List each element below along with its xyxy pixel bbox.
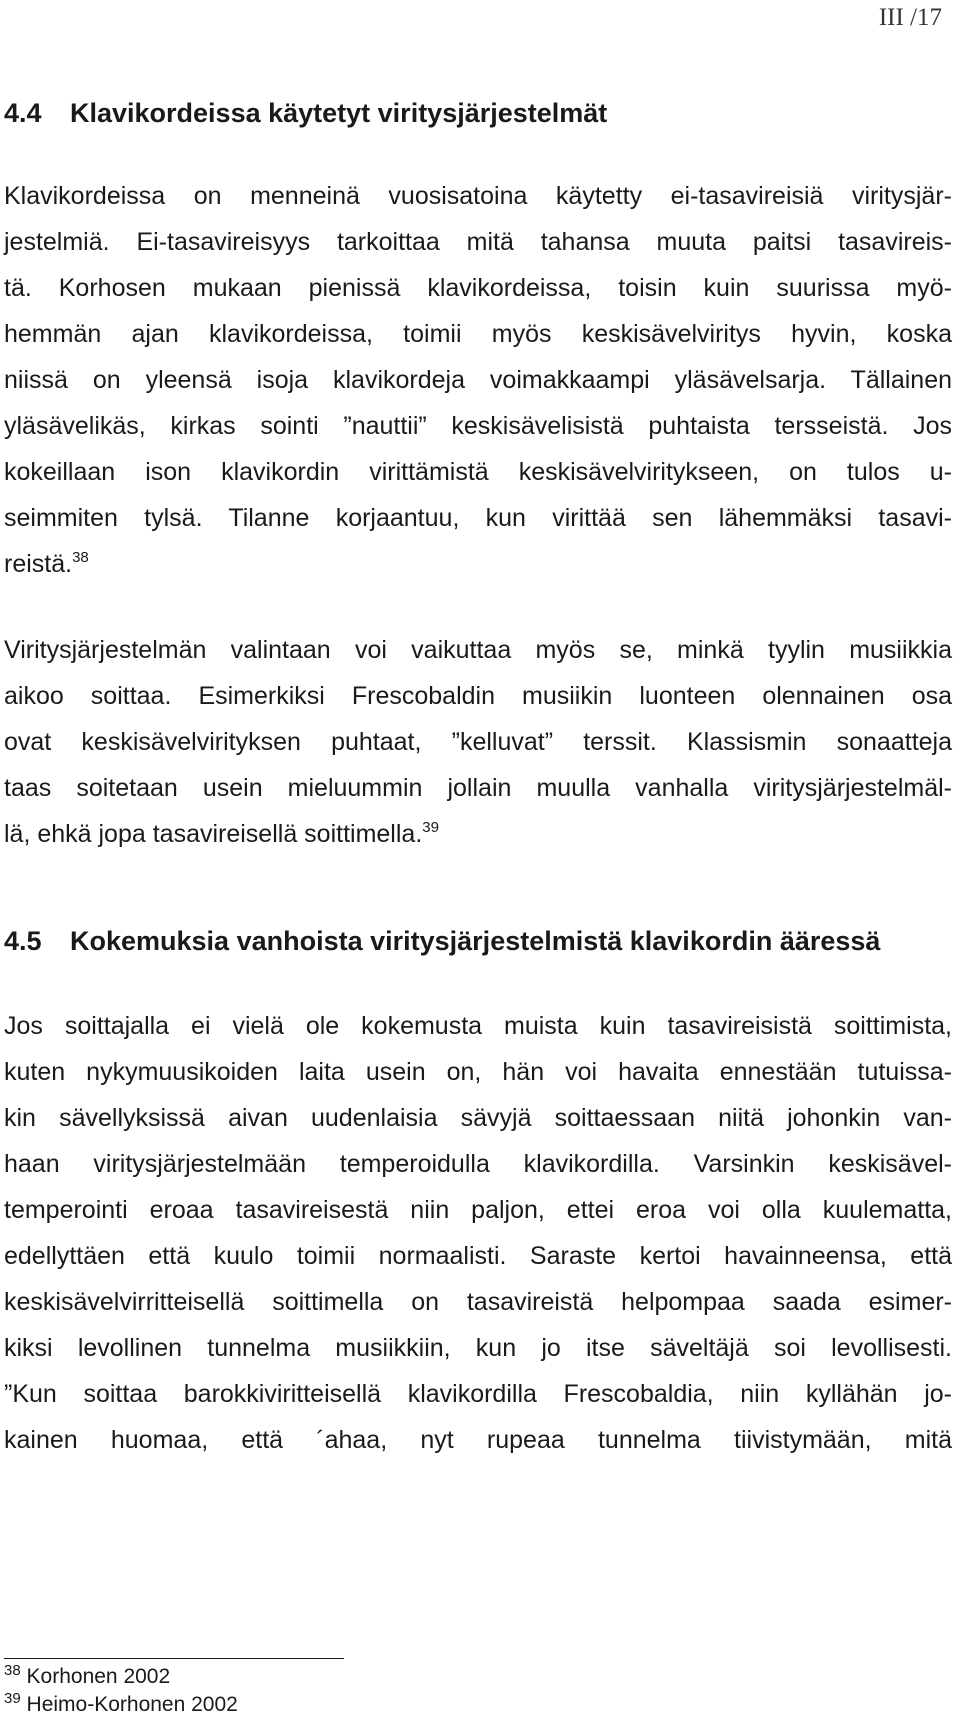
section-heading-4-4: [4, 98, 607, 129]
text-line: Klavikordeissa on menneinä vuosisatoina käytetty ei-tasavireisiä viritysjär-: [4, 182, 952, 210]
text-run: reistä.: [4, 550, 73, 578]
text-line: taas soitetaan usein mieluummin jollain muulla vanhalla viritysjärjestelmäl-: [4, 774, 952, 802]
text-run: lä, ehkä jopa tasavireisellä soittimella.: [4, 820, 423, 848]
footnote-reference: 38: [72, 549, 89, 566]
text-line-last: [4, 818, 952, 850]
section-title: Kokemuksia vanhoista viritysjärjestelmistä klavikordin ääressä: [70, 926, 881, 956]
text-line: temperointi eroaa tasavireisestä niin paljon, ettei eroa voi olla kuulematta,: [4, 1196, 952, 1224]
text-line: tä. Korhosen mukaan pienissä klavikordeissa, toisin kuin suurissa myö-: [4, 274, 952, 302]
text-line: hemmän ajan klavikordeissa, toimii myös keskisävelviritys hyvin, koska: [4, 320, 952, 348]
text-line: kuten nykymuusikoiden laita usein on, hän voi havaita ennestään tutuissa-: [4, 1058, 952, 1086]
section-number: 4.4: [4, 98, 42, 128]
text-line: kokeillaan ison klavikordin virittämistä keskisävelviritykseen, on tulos u-: [4, 458, 952, 486]
text-line: aikoo soittaa. Esimerkiksi Frescobaldin musiikin luonteen olennainen osa: [4, 682, 952, 710]
footnote: [4, 1662, 171, 1689]
footnote-reference: 39: [422, 819, 439, 836]
section-title: Klavikordeissa käytetyt viritysjärjestelmät: [70, 98, 608, 128]
footnote-number: 38: [4, 1662, 21, 1679]
footnote-divider: [4, 1658, 344, 1659]
text-line: Jos soittajalla ei vielä ole kokemusta muista kuin tasavireisistä soittimista,: [4, 1012, 952, 1040]
footnote: [4, 1690, 238, 1717]
text-line: Viritysjärjestelmän valintaan voi vaikuttaa myös se, minkä tyylin musiikkia: [4, 636, 952, 664]
text-line: edellyttäen että kuulo toimii normaalisti. Saraste kertoi havainneensa, että: [4, 1242, 952, 1270]
text-line: kainen huomaa, että ´ahaa, nyt rupeaa tunnelma tiivistymään, mitä: [4, 1426, 952, 1454]
section-number: 4.5: [4, 926, 42, 956]
text-line-last: [4, 548, 952, 580]
text-line: yläsävelikäs, kirkas sointi ”nauttii” keskisävelisistä puhtaista tersseistä. Jos: [4, 412, 952, 440]
text-line: keskisävelvirritteisellä soittimella on tasavireistä helpompaa saada esimer-: [4, 1288, 952, 1316]
text-line: niissä on yleensä isoja klavikordeja voimakkaampi yläsävelsarja. Tällainen: [4, 366, 952, 394]
text-line: ovat keskisävelvirityksen puhtaat, ”kelluvat” terssit. Klassismin sonaatteja: [4, 728, 952, 756]
text-line: kiksi levollinen tunnelma musiikkiin, kun jo itse säveltäjä soi levollisesti.: [4, 1334, 952, 1362]
text-line: seimmiten tylsä. Tilanne korjaantuu, kun virittää sen lähemmäksi tasavi-: [4, 504, 952, 532]
text-line: kin sävellyksissä aivan uudenlaisia sävyjä soittaessaan niitä johonkin van-: [4, 1104, 952, 1132]
text-line: jestelmiä. Ei-tasavireisyys tarkoittaa mitä tahansa muuta paitsi tasavireis-: [4, 228, 952, 256]
page-number: III /17: [878, 4, 942, 31]
footnote-text: Heimo-Korhonen 2002: [26, 1693, 238, 1716]
footnote-number: 39: [4, 1690, 21, 1707]
footnote-text: Korhonen 2002: [26, 1665, 171, 1688]
text-line: ”Kun soittaa barokkiviritteisellä klavikordilla Frescobaldia, niin kyllähän jo-: [4, 1380, 952, 1408]
text-line: haan viritysjärjestelmään temperoidulla klavikordilla. Varsinkin keskisävel-: [4, 1150, 952, 1178]
section-heading-4-5: [4, 926, 880, 957]
